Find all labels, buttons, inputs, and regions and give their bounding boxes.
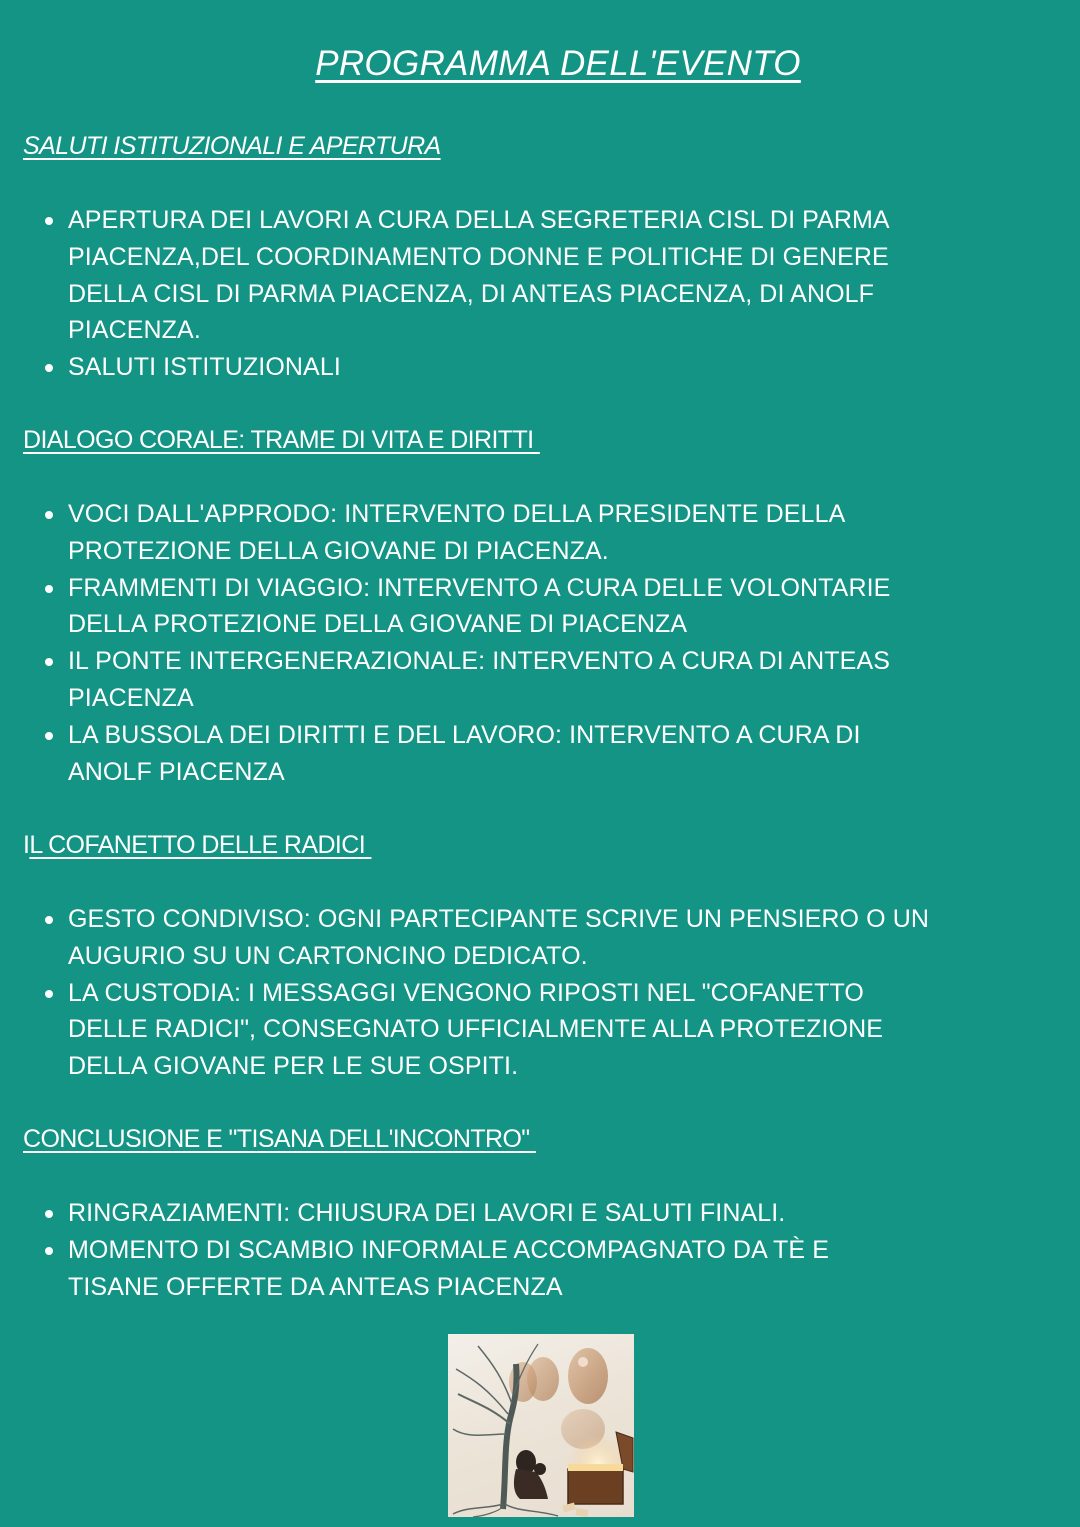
section-list-saluti — [0, 202, 1080, 386]
bullet-icon — [45, 1247, 53, 1255]
bullet-icon — [45, 364, 53, 372]
section-list-dialogo-corale — [0, 496, 1080, 790]
bullet-icon — [45, 732, 53, 740]
list-item: APERTURA DEI LAVORI A CURA DELLA SEGRETERIA CISL DI PARMA PIACENZA,DEL COORDINAMENTO DONNE E POLITICHE DI GENERE DELLA CISL DI PARMA PIACENZA, DI ANTEAS PIACENZA, DI ANOLF PIACENZA. — [0, 202, 1080, 349]
section-heading-cofanetto: IL COFANETTO DELLE RADICI — [23, 831, 372, 859]
section-list-conclusione — [0, 1195, 1080, 1305]
page-title: PROGRAMMA DELL'EVENTO — [315, 44, 801, 83]
bullet-icon — [45, 511, 53, 519]
list-item: LA BUSSOLA DEI DIRITTI E DEL LAVORO: INTERVENTO A CURA DI ANOLF PIACENZA — [0, 717, 1080, 791]
bullet-icon — [45, 916, 53, 924]
list-item: GESTO CONDIVISO: OGNI PARTECIPANTE SCRIVE UN PENSIERO O UN AUGURIO SU UN CARTONCINO DEDICATO. — [0, 901, 1080, 975]
list-item: IL PONTE INTERGENERAZIONALE: INTERVENTO A CURA DI ANTEAS PIACENZA — [0, 643, 1080, 717]
tree-chest-illustration-icon — [448, 1334, 634, 1517]
list-item: LA CUSTODIA: I MESSAGGI VENGONO RIPOSTI NEL "COFANETTO DELLE RADICI", CONSEGNATO UFFICIALMENTE ALLA PROTEZIONE DELLA GIOVANE PER LE SUE OSPITI. — [0, 975, 1080, 1085]
section-heading-saluti: SALUTI ISTITUZIONALI E APERTURA — [23, 132, 441, 160]
bullet-icon — [45, 658, 53, 666]
bullet-icon — [45, 585, 53, 593]
bullet-icon — [45, 217, 53, 225]
section-heading-conclusione: CONCLUSIONE E "TISANA DELL'INCONTRO" — [23, 1125, 536, 1153]
section-heading-dialogo-corale: DIALOGO CORALE: TRAME DI VITA E DIRITTI — [23, 426, 540, 454]
list-item: RINGRAZIAMENTI: CHIUSURA DEI LAVORI E SALUTI FINALI. — [0, 1195, 1080, 1232]
list-item: MOMENTO DI SCAMBIO INFORMALE ACCOMPAGNATO DA TÈ E TISANE OFFERTE DA ANTEAS PIACENZA — [0, 1232, 1080, 1306]
list-item: FRAMMENTI DI VIAGGIO: INTERVENTO A CURA DELLE VOLONTARIE DELLA PROTEZIONE DELLA GIOVANE DI PIACENZA — [0, 570, 1080, 644]
list-item: VOCI DALL'APPRODO: INTERVENTO DELLA PRESIDENTE DELLA PROTEZIONE DELLA GIOVANE DI PIACENZA. — [0, 496, 1080, 570]
bullet-icon — [45, 990, 53, 998]
section-list-cofanetto — [0, 901, 1080, 1085]
bullet-icon — [45, 1210, 53, 1218]
list-item: SALUTI ISTITUZIONALI — [0, 349, 1080, 386]
event-illustration — [448, 1334, 634, 1517]
